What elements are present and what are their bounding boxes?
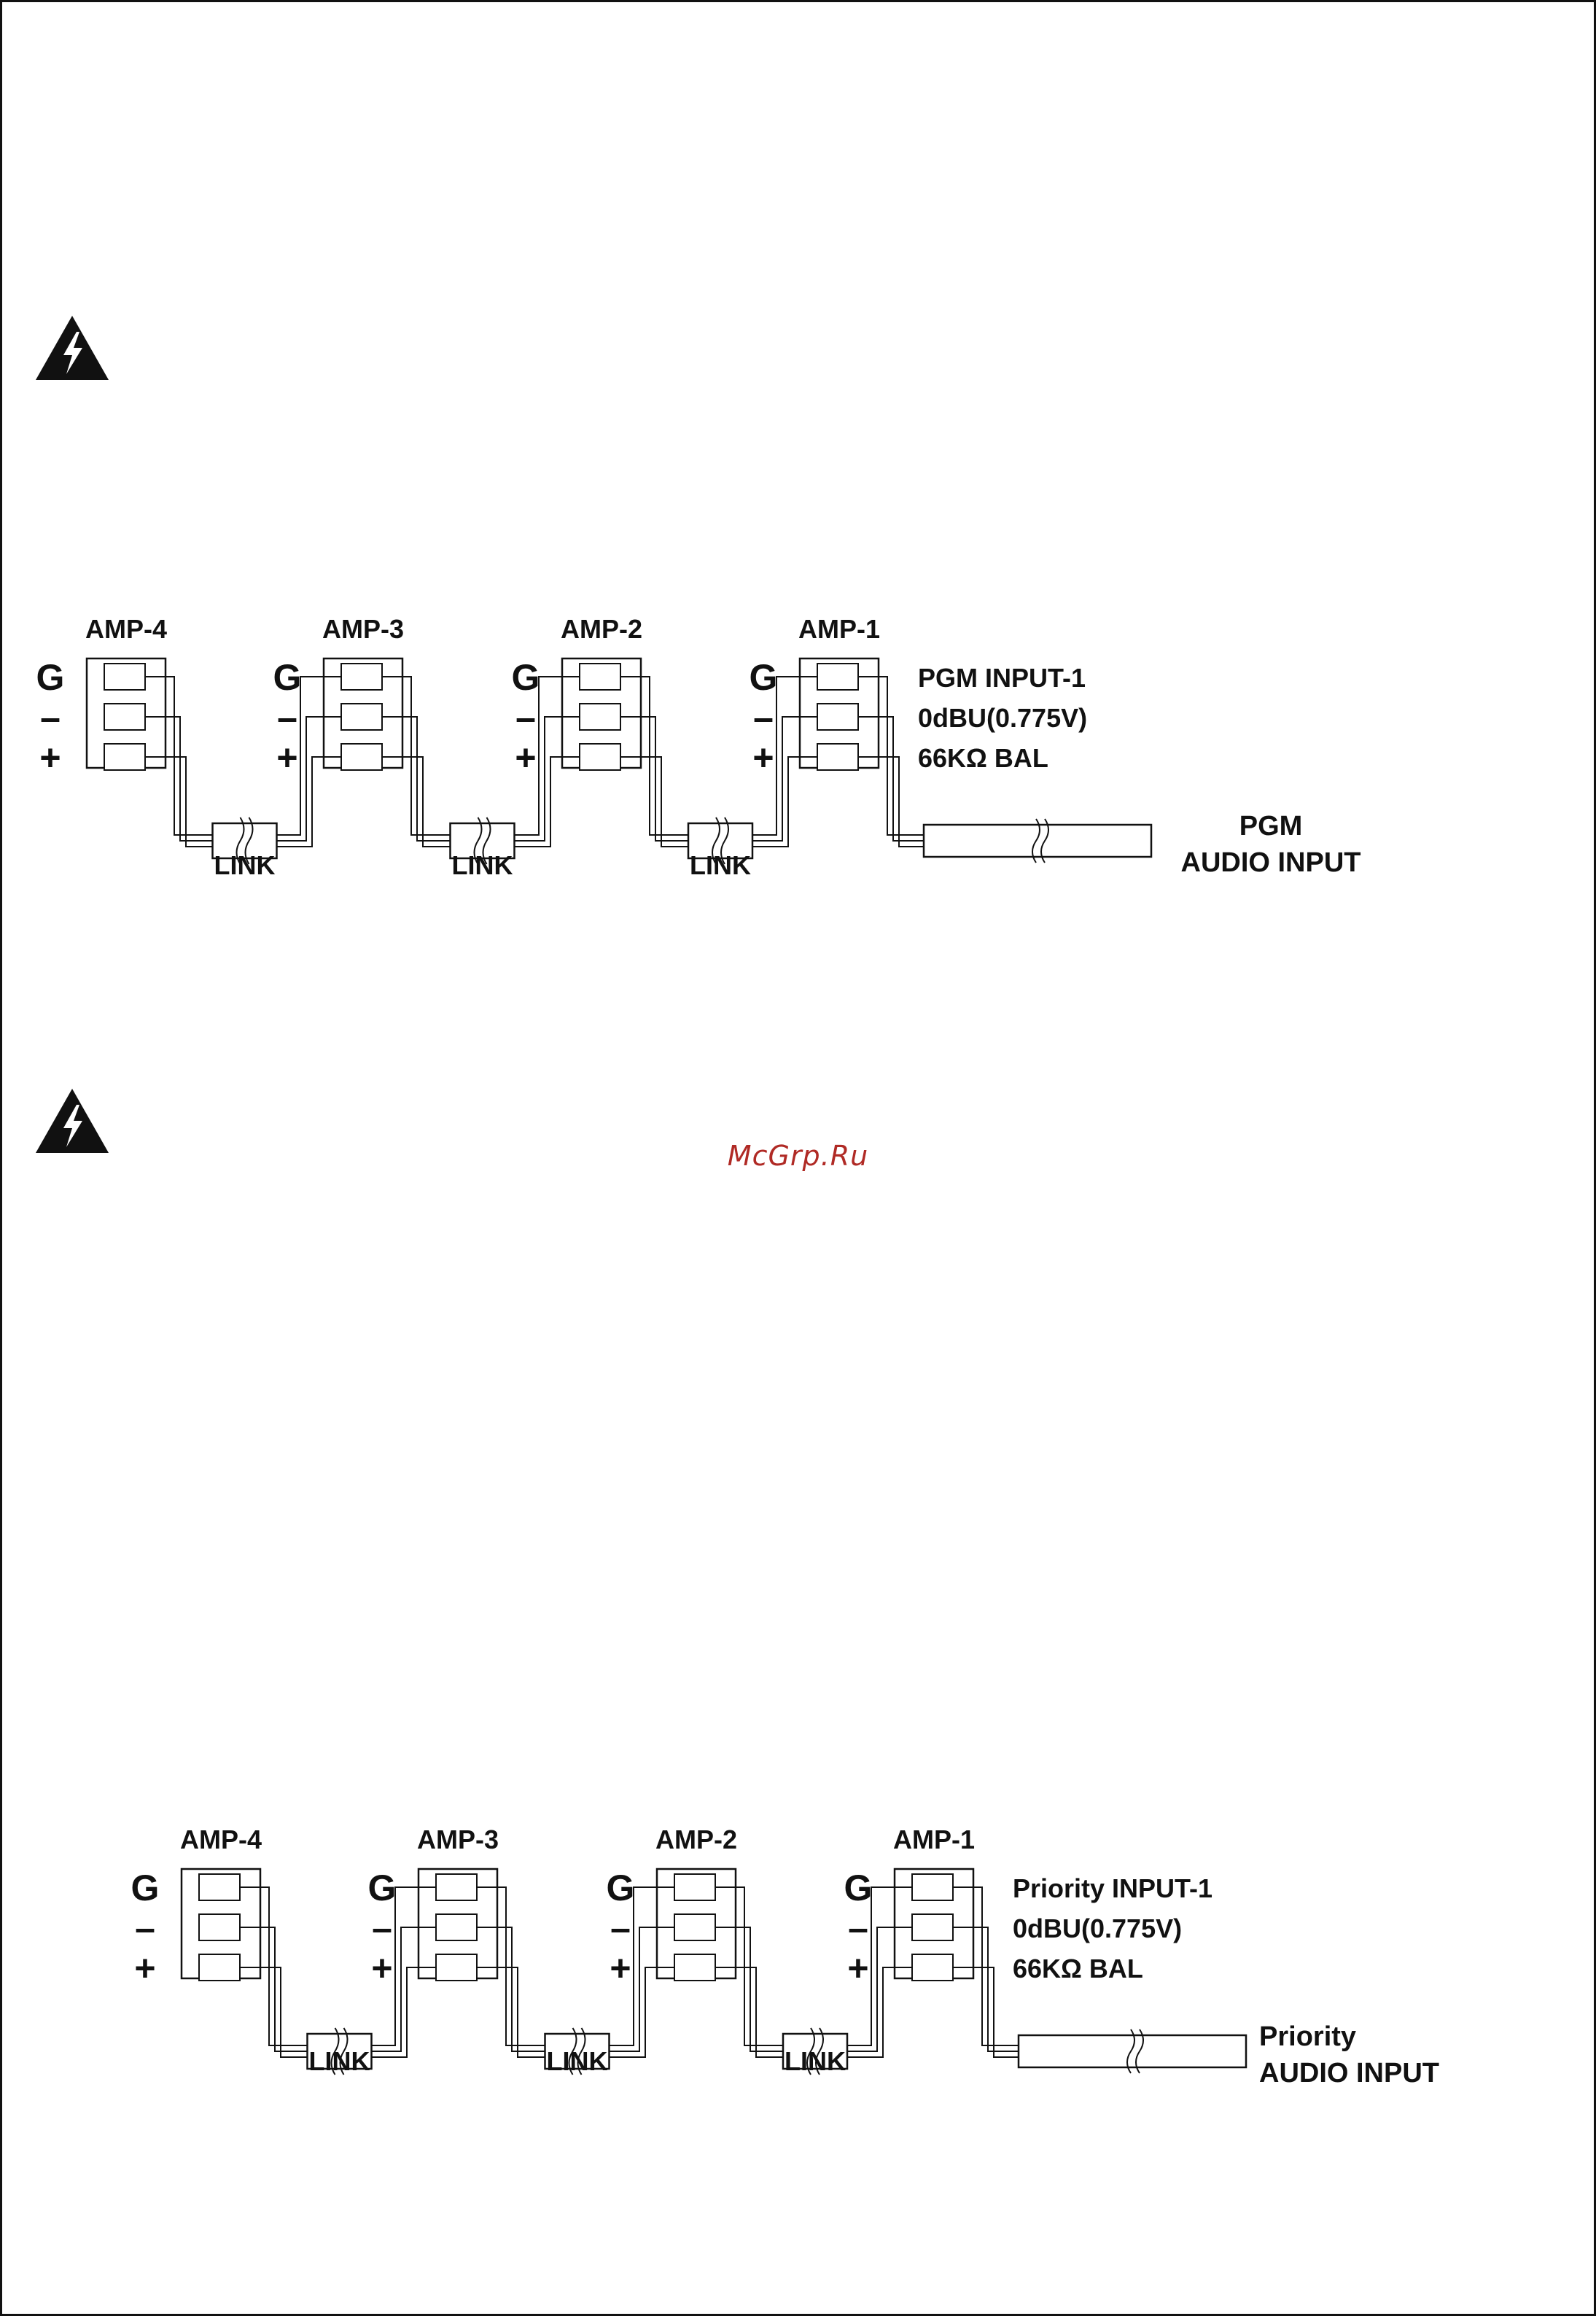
- link-label: LINK: [690, 850, 751, 880]
- amp-label: AMP-1: [892, 1825, 976, 1854]
- terminal-screw: [580, 704, 620, 730]
- audio-input-label: AUDIO INPUT: [1180, 847, 1361, 878]
- link-label: LINK: [546, 2046, 608, 2076]
- link-label: LINK: [451, 850, 513, 880]
- link-cable: [715, 1887, 912, 2076]
- terminal-screw: [341, 704, 382, 730]
- amp-terminal-block: [512, 614, 642, 778]
- pin-label: –: [515, 697, 536, 738]
- input-conductor: [953, 1887, 1019, 2045]
- terminal-screw: [674, 1914, 715, 1940]
- audio-input-label: PGM: [1239, 811, 1303, 842]
- input-conductor: [858, 717, 924, 841]
- input-spec-line: Priority INPUT-1: [1013, 1873, 1213, 1903]
- amp-label: AMP-4: [85, 614, 168, 644]
- input-conductor: [953, 1967, 1019, 2057]
- terminal-screw: [817, 664, 858, 690]
- input-cable-body: [924, 825, 1151, 857]
- terminal-screw: [104, 704, 145, 730]
- pin-label: G: [273, 657, 302, 698]
- terminal-screw: [580, 744, 620, 770]
- link-label: LINK: [785, 2046, 846, 2076]
- link-label: LINK: [214, 850, 276, 880]
- terminal-screw: [104, 664, 145, 690]
- pin-label: G: [844, 1868, 873, 1908]
- terminal-screw: [199, 1914, 240, 1940]
- terminal-screw: [436, 1874, 477, 1900]
- amp-terminal-block: [750, 614, 880, 778]
- terminal-screw: [199, 1874, 240, 1900]
- pin-label: +: [847, 1948, 869, 1989]
- link-cable: [477, 1887, 674, 2076]
- input-spec-line: 66KΩ BAL: [918, 743, 1048, 773]
- terminal-screw: [436, 1914, 477, 1940]
- pin-label: +: [134, 1948, 156, 1989]
- input-spec-line: 66KΩ BAL: [1013, 1954, 1143, 1983]
- pin-label: –: [848, 1908, 868, 1948]
- pin-label: –: [753, 697, 774, 738]
- pin-label: G: [606, 1868, 635, 1908]
- pin-label: –: [135, 1908, 155, 1948]
- pin-label: –: [372, 1908, 392, 1948]
- priority-wiring-diagram: [2, 1811, 1596, 2124]
- pin-label: –: [610, 1908, 631, 1948]
- link-cable: [145, 677, 341, 880]
- terminal-screw: [912, 1914, 953, 1940]
- amp-label: AMP-1: [798, 614, 881, 644]
- pin-label: –: [277, 697, 297, 738]
- input-conductor: [858, 757, 924, 847]
- input-cable-body: [1019, 2035, 1246, 2067]
- amp-label: AMP-3: [416, 1825, 499, 1854]
- amp-label: AMP-2: [655, 1825, 738, 1854]
- amp-terminal-block: [844, 1825, 975, 1989]
- watermark: McGrp.Ru: [727, 1140, 869, 1172]
- terminal-screw: [674, 1874, 715, 1900]
- terminal-screw: [580, 664, 620, 690]
- terminal-screw: [341, 744, 382, 770]
- pin-label: +: [515, 737, 537, 778]
- terminal-screw: [817, 704, 858, 730]
- pgm-wiring-diagram: [2, 600, 1596, 914]
- amp-terminal-block: [368, 1825, 499, 1989]
- pin-label: +: [752, 737, 774, 778]
- pin-label: G: [511, 657, 540, 698]
- amp-label: AMP-4: [179, 1825, 262, 1854]
- terminal-screw: [104, 744, 145, 770]
- pin-label: +: [371, 1948, 393, 1989]
- input-spec-line: PGM INPUT-1: [918, 663, 1086, 693]
- terminal-screw: [674, 1954, 715, 1981]
- amp-terminal-block: [131, 1825, 262, 1989]
- amp-label: AMP-3: [322, 614, 405, 644]
- pin-label: G: [131, 1868, 160, 1908]
- link-cable: [382, 677, 580, 880]
- audio-input-label: Priority: [1259, 2021, 1357, 2052]
- terminal-screw: [436, 1954, 477, 1981]
- pin-label: G: [749, 657, 778, 698]
- pin-label: +: [610, 1948, 631, 1989]
- pin-label: G: [367, 1868, 397, 1908]
- input-conductor: [953, 1927, 1019, 2051]
- terminal-screw: [199, 1954, 240, 1981]
- pin-label: +: [39, 737, 61, 778]
- link-cable: [620, 677, 817, 880]
- input-spec-line: 0dBU(0.775V): [1013, 1913, 1183, 1943]
- amp-terminal-block: [607, 1825, 737, 1989]
- input-spec-line: 0dBU(0.775V): [918, 703, 1088, 733]
- amp-label: AMP-2: [560, 614, 643, 644]
- input-conductor: [858, 677, 924, 835]
- amp-terminal-block: [273, 614, 404, 778]
- amp-terminal-block: [36, 614, 167, 778]
- terminal-screw: [341, 664, 382, 690]
- link-label: LINK: [308, 2046, 370, 2076]
- link-cable: [240, 1887, 436, 2076]
- terminal-screw: [817, 744, 858, 770]
- audio-input-label: AUDIO INPUT: [1259, 2058, 1439, 2088]
- terminal-screw: [912, 1874, 953, 1900]
- pin-label: –: [40, 697, 61, 738]
- pin-label: +: [276, 737, 298, 778]
- pin-label: G: [36, 657, 65, 698]
- warning-electric-shock-icon: [34, 314, 110, 381]
- terminal-screw: [912, 1954, 953, 1981]
